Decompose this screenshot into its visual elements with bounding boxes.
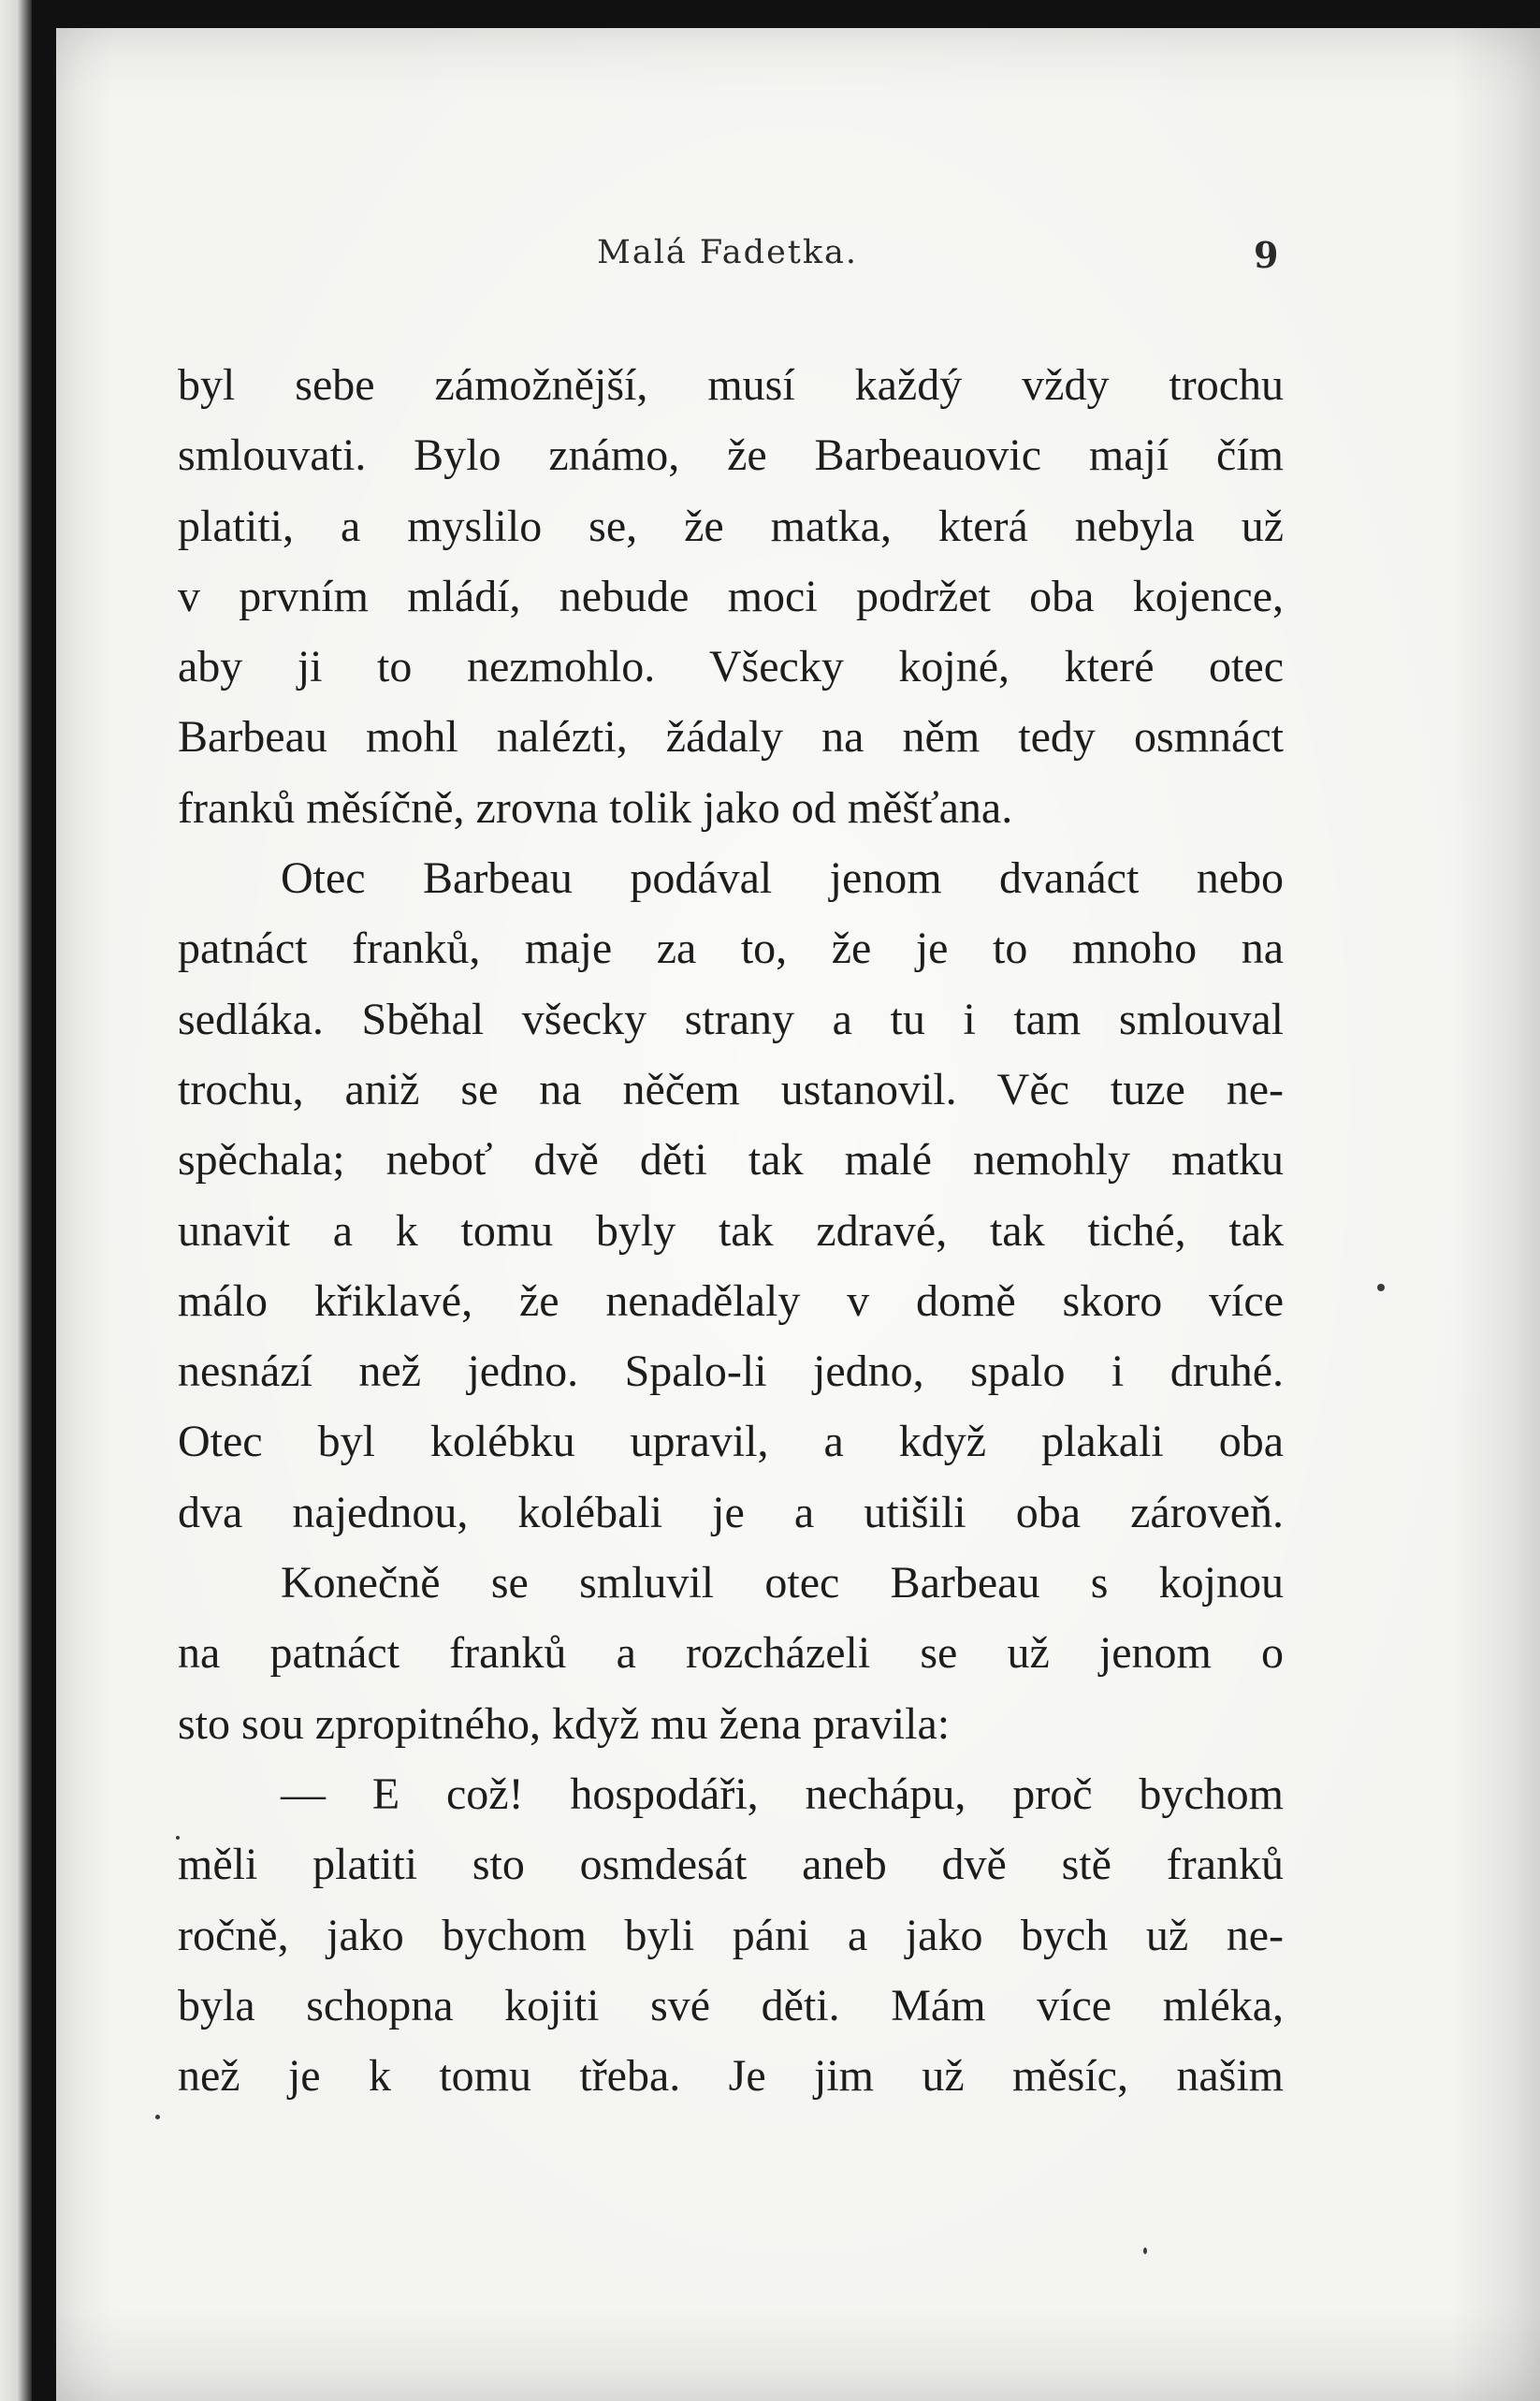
- text-line: spěchala; neboť dvě děti tak malé nemohly matku: [178, 1135, 1284, 1186]
- text-line: dva najednou, kolébali je a utišili oba zároveň.: [178, 1487, 1284, 1537]
- text-line: měli platiti sto osmdesát aneb dvě stě franků: [178, 1840, 1284, 1890]
- text-line: sto sou zpropitného, když mu žena pravila:: [178, 1698, 951, 1749]
- text-line: unavit a k tomu byly tak zdravé, tak tiché, tak: [178, 1205, 1284, 1256]
- ink-speck: [155, 2115, 160, 2119]
- ink-speck: [1143, 2248, 1147, 2254]
- text-line: trochu, aniž se na něčem ustanovil. Věc tuze ne-: [178, 1064, 1284, 1114]
- text-line: Konečně se smluvil otec Barbeau s kojnou: [281, 1558, 1284, 1608]
- text-line: byla schopna kojiti své děti. Mám více mléka,: [178, 1980, 1284, 2030]
- text-line: nesnází než jedno. Spalo-li jedno, spalo i druhé.: [178, 1346, 1284, 1397]
- text-line: smlouvati. Bylo známo, že Barbeauovic mají čím: [178, 430, 1284, 481]
- page-number: 9: [1254, 234, 1279, 276]
- text-line: — E což! hospodáři, nechápu, proč bychom: [281, 1768, 1284, 1819]
- page-header: [0, 234, 1540, 290]
- running-title: Malá Fadetka.: [597, 234, 859, 271]
- text-line: byl sebe zámožnější, musí každý vždy trochu: [178, 360, 1284, 410]
- text-line: franků měsíčně, zrovna tolik jako od měšťana.: [178, 782, 1013, 833]
- text-line: aby ji to nezmohlo. Všecky kojné, které otec: [178, 642, 1284, 692]
- text-line: Barbeau mohl nalézti, žádaly na něm tedy osmnáct: [178, 712, 1284, 763]
- previous-page-edge: [0, 0, 32, 2401]
- body-text: [178, 350, 1284, 2111]
- text-line: sedláka. Sběhal všecky strany a tu i tam smlouval: [178, 994, 1284, 1044]
- text-line: patnáct franků, maje za to, že je to mnoho na: [178, 924, 1284, 974]
- text-line: na patnáct franků a rozcházeli se už jenom o: [178, 1628, 1284, 1679]
- text-line: ročně, jako bychom byli páni a jako bych už ne-: [178, 1910, 1284, 1960]
- text-line: v prvním mládí, nebude moci podržet oba kojence,: [178, 571, 1284, 621]
- text-line: Otec Barbeau podával jenom dvanáct nebo: [281, 853, 1284, 904]
- ink-speck: [1377, 1284, 1385, 1291]
- text-line: málo křiklavé, že nenadělaly v domě skoro více: [178, 1275, 1284, 1326]
- text-line: než je k tomu třeba. Je jim už měsíc, našim: [178, 2051, 1284, 2102]
- text-line: platiti, a myslilo se, že matka, která nebyla už: [178, 501, 1284, 551]
- text-line: Otec byl kolébku upravil, a když plakali oba: [178, 1417, 1284, 1467]
